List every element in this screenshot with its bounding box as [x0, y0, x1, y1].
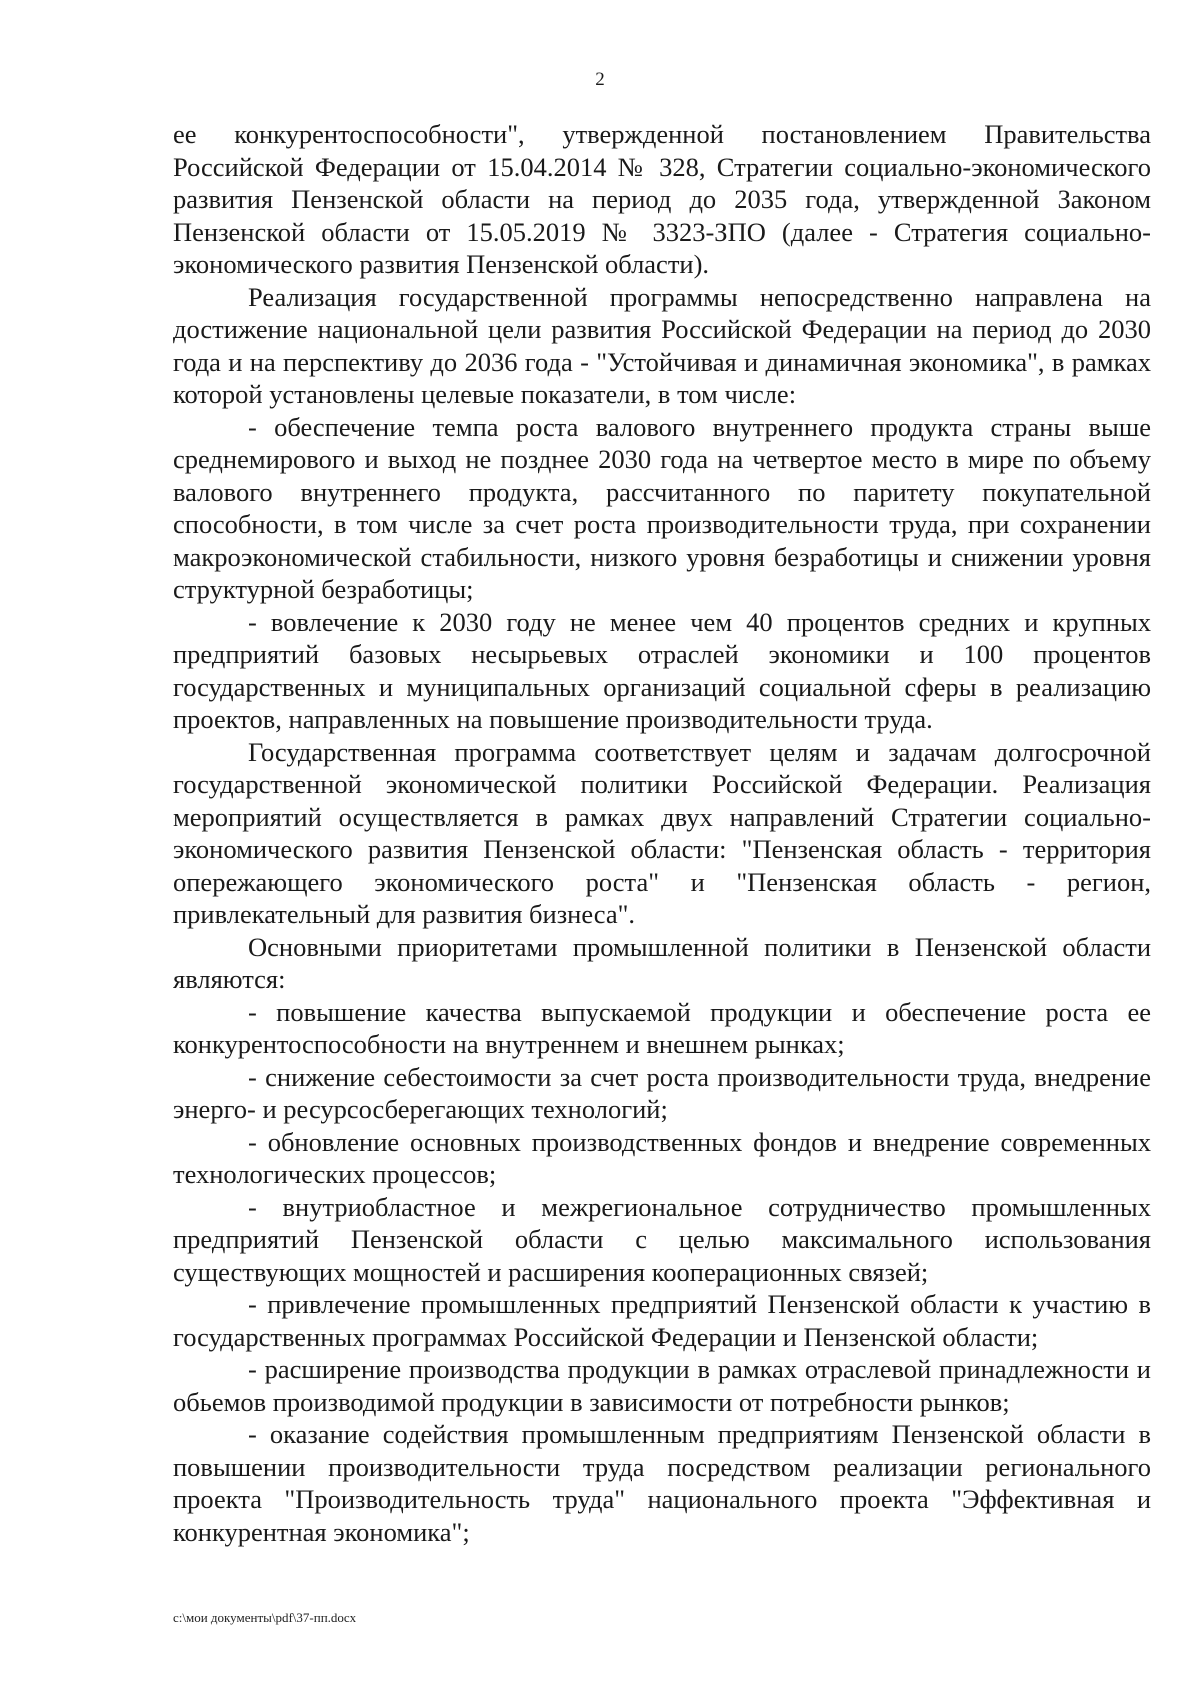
paragraph: Государственная программа соответствует целям и задачам долгосрочной государственной экономической политики Российской Федерации. Реализация мероприятий осуществляется в рамках двух направлений Стратегии социально-экономического развития Пензенской области: "Пензенская область - территория опережающего экономического роста" и "Пензенская область - регион, привлекательный для развития бизнеса". [173, 736, 1151, 929]
paragraph: - оказание содействия промышленным предприятиям Пензенской области в повышении производительности труда посредством реализации регионального проекта "Производительность труда" национального проекта "Эффективная и конкурентная экономика"; [173, 1419, 1151, 1547]
page-number: 2 [595, 69, 605, 90]
paragraph: Реализация государственной программы непосредственно направлена на достижение национальной цели развития Российской Федерации на период до 2030 года и на перспективу до 2036 года - "Устойчивая и динамичная экономика", в рамках которой установлены целевые показатели, в том числе: [173, 281, 1151, 409]
paragraph: - внутриобластное и межрегиональное сотрудничество промышленных предприятий Пензенской области с целью максимального использования существующих мощностей и расширения кооперационных связей; [173, 1191, 1151, 1287]
paragraph: - снижение себестоимости за счет роста производительности труда, внедрение энерго- и ресурсосберегающих технологий; [173, 1061, 1151, 1124]
paragraph: - привлечение промышленных предприятий Пензенской области к участию в государственных программах Российской Федерации и Пензенской области; [173, 1289, 1151, 1352]
footer-file-path: c:\мои документы\pdf\37-пп.docx [173, 1610, 357, 1625]
paragraph: - расширение производства продукции в рамках отраслевой принадлежности и обьемов производимой продукции в зависимости от потребности рынков; [173, 1354, 1151, 1417]
paragraph: - обновление основных производственных фондов и внедрение современных технологических процессов; [173, 1126, 1151, 1189]
paragraph: - обеспечение темпа роста валового внутреннего продукта страны выше среднемирового и выход не позднее 2030 года на четвертое место в мире по объему валового внутреннего продукта, рассчитанного по паритету покупательной способности, в том числе за счет роста производительности труда, при сохранении макроэкономической стабильности, низкого уровня безработицы и снижении уровня структурной безработицы; [173, 411, 1151, 604]
document-body [173, 118, 1151, 1548]
paragraph: ее конкурентоспособности", утвержденной постановлением Правительства Российской Федерации от 15.04.2014 № 328, Стратегии социально-экономического развития Пензенской области на период до 2035 года, утвержденной Законом Пензенской области от 15.05.2019 № 3323-ЗПО (далее - Стратегия социально-экономического развития Пензенской области). [173, 119, 1151, 279]
paragraph: Основными приоритетами промышленной политики в Пензенской области являются: [173, 931, 1151, 994]
paragraph: - повышение качества выпускаемой продукции и обеспечение роста ее конкурентоспособности на внутреннем и внешнем рынках; [173, 996, 1151, 1059]
paragraph: - вовлечение к 2030 году не менее чем 40 процентов средних и крупных предприятий базовых несырьевых отраслей экономики и 100 процентов государственных и муниципальных организаций социальной сферы в реализацию проектов, направленных на повышение производительности труда. [173, 606, 1151, 734]
